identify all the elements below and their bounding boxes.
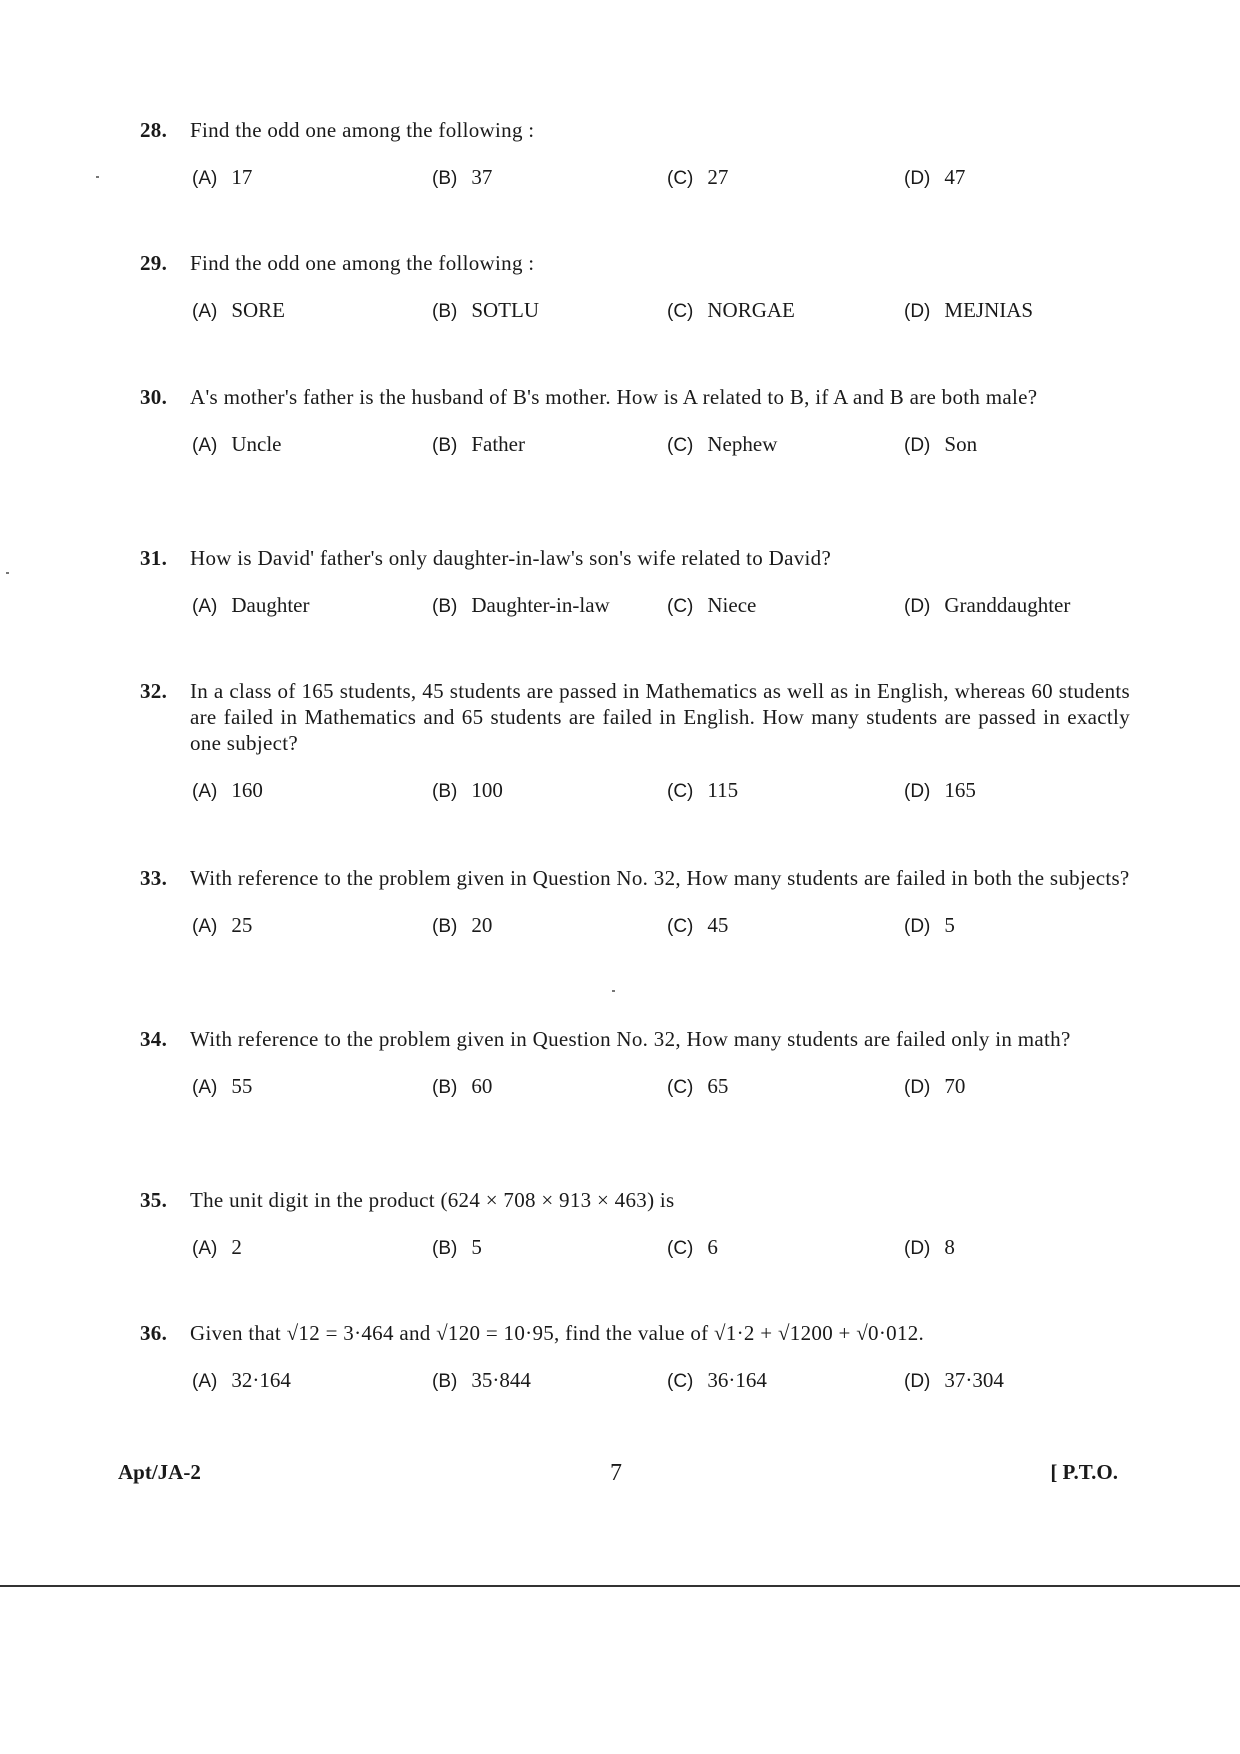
question-text: Find the odd one among the following : [190,118,535,142]
scan-speck [96,176,99,178]
option-d: (D) 165 [904,778,976,802]
option-b: (B) 60 [432,1074,493,1098]
question-number: 30. [140,385,168,409]
scan-speck [612,990,615,992]
options-row [140,1074,1130,1104]
option-a: (A) 160 [192,778,263,802]
options-row [140,432,1130,462]
option-a: (A) 17 [192,165,253,189]
option-a: (A) 32·164 [192,1368,291,1392]
option-c: (C) 65 [667,1074,729,1098]
option-d: (D) 47 [904,165,966,189]
option-b: (B) 35·844 [432,1368,531,1392]
option-a: (A) SORE [192,298,286,322]
question-33 [140,865,1130,943]
option-d: (D) 5 [904,913,955,937]
option-b: (B) 100 [432,778,503,802]
pto-note: [ P.T.O. [1050,1460,1118,1484]
options-row [140,778,1130,808]
question-text: How is David' father's only daughter-in-law's son's wife related to David? [190,546,832,570]
question-29 [140,250,1130,328]
option-c: (C) 115 [667,778,739,802]
options-row [140,1368,1130,1398]
option-d: (D) 8 [904,1235,955,1259]
question-text: In a class of 165 students, 45 students are passed in Mathematics as well as in English, whereas 60 students are failed in Mathematics and 65 students are failed in English. How many students are passed in exactly one subject? [190,679,1130,755]
option-b: (B) 20 [432,913,493,937]
option-c: (C) NORGAE [667,298,795,322]
options-row [140,593,1130,623]
option-c: (C) Niece [667,593,757,617]
options-row [140,298,1130,328]
option-d: (D) 37·304 [904,1368,1004,1392]
option-c: (C) 36·164 [667,1368,767,1392]
option-b: (B) Daughter-in-law [432,593,610,617]
question-number: 31. [140,546,168,570]
question-35 [140,1187,1130,1265]
option-d: (D) Son [904,432,978,456]
paper-code: Apt/JA-2 [118,1460,201,1484]
question-28 [140,117,1130,195]
question-36 [140,1320,1130,1398]
option-b: (B) Father [432,432,525,456]
question-text: With reference to the problem given in Question No. 32, How many students are failed in both the subjects? [190,866,1130,890]
page-footer [118,1460,1118,1494]
option-b: (B) 37 [432,165,493,189]
option-c: (C) 45 [667,913,729,937]
option-c: (C) Nephew [667,432,778,456]
option-d: (D) 70 [904,1074,966,1098]
question-text: A's mother's father is the husband of B's mother. How is A related to B, if A and B are both male? [190,385,1038,409]
option-a: (A) Uncle [192,432,282,456]
options-row [140,1235,1130,1265]
question-31 [140,545,1130,623]
question-text: With reference to the problem given in Question No. 32, How many students are failed only in math? [190,1027,1071,1051]
bottom-rule [0,1585,1240,1587]
question-number: 28. [140,118,168,142]
option-c: (C) 6 [667,1235,718,1259]
question-text: Given that √12 = 3·464 and √120 = 10·95, find the value of √1·2 + √1200 + √0·012. [190,1321,925,1345]
option-d: (D) MEJNIAS [904,298,1034,322]
question-number: 32. [140,679,168,703]
option-b: (B) 5 [432,1235,482,1259]
option-c: (C) 27 [667,165,729,189]
question-number: 34. [140,1027,168,1051]
option-a: (A) Daughter [192,593,310,617]
question-number: 33. [140,866,168,890]
options-row [140,913,1130,943]
question-34 [140,1026,1130,1104]
question-number: 36. [140,1321,168,1345]
question-text: The unit digit in the product (624 × 708 × 913 × 463) is [190,1188,675,1212]
question-number: 29. [140,251,168,275]
question-32 [140,678,1130,808]
option-d: (D) Granddaughter [904,593,1071,617]
scan-speck [6,572,9,574]
question-number: 35. [140,1188,168,1212]
option-b: (B) SOTLU [432,298,539,322]
question-text: Find the odd one among the following : [190,251,535,275]
question-30 [140,384,1130,462]
option-a: (A) 55 [192,1074,253,1098]
options-row [140,165,1130,195]
option-a: (A) 25 [192,913,253,937]
option-a: (A) 2 [192,1235,242,1259]
page-number: 7 [610,1460,622,1486]
